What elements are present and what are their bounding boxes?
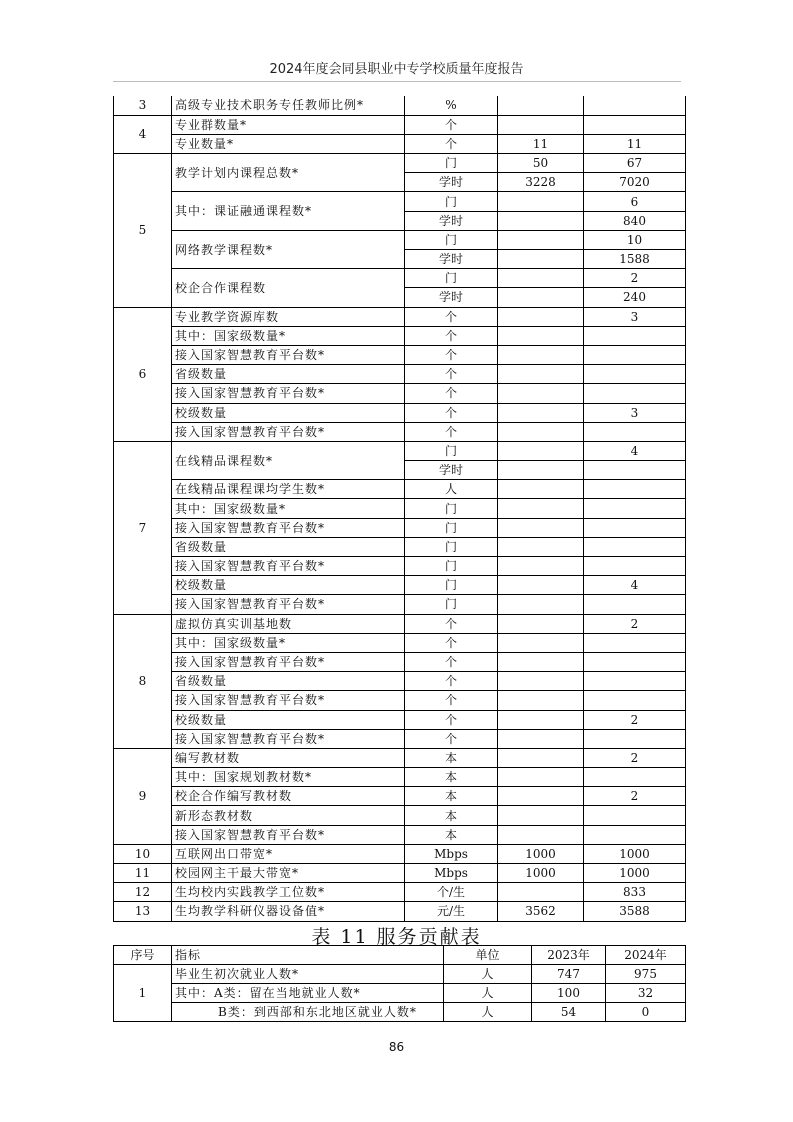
row-number: 8	[114, 614, 172, 748]
table-row	[114, 518, 686, 537]
row-number: 7	[114, 441, 172, 614]
value-2023-cell	[498, 480, 584, 499]
indicator-cell: 生均校内实践教学工位数*	[172, 883, 405, 902]
value-2024-cell: 1000	[584, 844, 686, 863]
value-2023-cell	[498, 288, 584, 307]
column-header-no: 序号	[114, 946, 172, 965]
value-2024-cell: 10	[584, 230, 686, 249]
value-2024-cell: 240	[584, 288, 686, 307]
table-row	[114, 134, 686, 153]
value-2024-cell	[584, 768, 686, 787]
indicator-cell: 教学计划内课程总数*	[172, 154, 405, 192]
unit-cell: 学时	[405, 250, 498, 269]
indicator-cell: 高级专业技术职务专任教师比例*	[172, 96, 405, 115]
value-2024-cell	[584, 806, 686, 825]
value-2023-cell	[498, 422, 584, 441]
table-row	[114, 984, 686, 1003]
value-2023-cell	[498, 96, 584, 115]
indicator-cell: 其中：A类：留在当地就业人数*	[172, 984, 444, 1003]
indicator-cell: 虚拟仿真实训基地数	[172, 614, 405, 633]
indicator-cell: 省级数量	[172, 672, 405, 691]
table-row	[114, 307, 686, 326]
unit-cell: 个	[405, 652, 498, 671]
table-row	[114, 768, 686, 787]
indicator-cell: 其中：国家规划教材数*	[172, 768, 405, 787]
value-2024-cell	[584, 518, 686, 537]
indicator-cell: 接入国家智慧教育平台数*	[172, 518, 405, 537]
table-row	[114, 576, 686, 595]
unit-cell: 门	[405, 595, 498, 614]
table-row	[114, 480, 686, 499]
value-2024-cell: 4	[584, 576, 686, 595]
value-2024-cell	[584, 633, 686, 652]
value-2023-cell	[498, 211, 584, 230]
value-2023-cell: 50	[498, 154, 584, 173]
unit-cell: 个	[405, 729, 498, 748]
column-header-indicator: 指标	[172, 946, 444, 965]
value-2023-cell	[498, 825, 584, 844]
indicator-cell: 专业数量*	[172, 134, 405, 153]
indicator-cell: 校企合作课程数	[172, 269, 405, 307]
value-2024-cell: 1588	[584, 250, 686, 269]
value-2024-cell: 2	[584, 269, 686, 288]
value-2023-cell	[498, 345, 584, 364]
indicator-cell: 新形态教材数	[172, 806, 405, 825]
unit-cell: 个	[405, 672, 498, 691]
table-row	[114, 192, 686, 211]
unit-cell: 个	[405, 365, 498, 384]
indicator-cell: 毕业生初次就业人数*	[172, 965, 444, 984]
indicator-cell: 校企合作编写教材数	[172, 787, 405, 806]
indicator-cell: 其中：国家级数量*	[172, 633, 405, 652]
unit-cell: 个/生	[405, 883, 498, 902]
indicator-cell: B类：到西部和东北地区就业人数*	[172, 1003, 444, 1022]
table-row	[114, 965, 686, 984]
value-2024-cell	[584, 825, 686, 844]
table-row	[114, 883, 686, 902]
value-2024-cell	[584, 729, 686, 748]
table-row	[114, 115, 686, 134]
unit-cell: 门	[405, 441, 498, 460]
table-row	[114, 633, 686, 652]
indicator-cell: 在线精品课程课均学生数*	[172, 480, 405, 499]
service-contribution-table	[113, 945, 686, 1022]
value-2023-cell	[498, 614, 584, 633]
value-2023-cell: 1000	[498, 864, 584, 883]
table-row	[114, 230, 686, 249]
row-number: 5	[114, 154, 172, 308]
unit-cell: 本	[405, 806, 498, 825]
indicator-cell: 接入国家智慧教育平台数*	[172, 345, 405, 364]
page-header-title: 2024年度会同县职业中专学校质量年度报告	[269, 62, 524, 77]
unit-cell: 门	[405, 499, 498, 518]
table-row	[114, 345, 686, 364]
value-2023-cell	[498, 307, 584, 326]
value-2024-cell	[584, 96, 686, 115]
value-2023-cell	[498, 576, 584, 595]
indicator-cell: 接入国家智慧教育平台数*	[172, 652, 405, 671]
value-2023-cell	[498, 787, 584, 806]
indicator-cell: 生均教学科研仪器设备值*	[172, 902, 405, 921]
table-row	[114, 902, 686, 921]
table-row	[114, 269, 686, 288]
indicator-cell: 专业教学资源库数	[172, 307, 405, 326]
table-row	[114, 652, 686, 671]
table-row	[114, 787, 686, 806]
value-2023-cell	[498, 518, 584, 537]
unit-cell: 个	[405, 403, 498, 422]
indicator-cell: 校园网主干最大带宽*	[172, 864, 405, 883]
value-2024-cell: 7020	[584, 173, 686, 192]
value-2024-cell	[584, 461, 686, 480]
value-2023-cell	[498, 768, 584, 787]
value-2024-cell: 67	[584, 154, 686, 173]
unit-cell: 人	[444, 1003, 532, 1022]
value-2024-cell	[584, 345, 686, 364]
value-2023-cell: 100	[532, 984, 606, 1003]
unit-cell: 本	[405, 748, 498, 767]
indicator-cell: 接入国家智慧教育平台数*	[172, 557, 405, 576]
value-2023-cell: 11	[498, 134, 584, 153]
value-2024-cell	[584, 384, 686, 403]
unit-cell: 人	[405, 480, 498, 499]
table-row	[114, 499, 686, 518]
row-number: 11	[114, 864, 172, 883]
unit-cell: 本	[405, 825, 498, 844]
indicator-cell: 接入国家智慧教育平台数*	[172, 825, 405, 844]
table-row	[114, 844, 686, 863]
value-2023-cell	[498, 365, 584, 384]
indicator-cell: 编写教材数	[172, 748, 405, 767]
value-2024-cell	[584, 691, 686, 710]
unit-cell: %	[405, 96, 498, 115]
value-2023-cell: 3562	[498, 902, 584, 921]
unit-cell: 元/生	[405, 902, 498, 921]
table-row	[114, 96, 686, 115]
row-number: 9	[114, 748, 172, 844]
unit-cell: 人	[444, 965, 532, 984]
table-row	[114, 403, 686, 422]
value-2024-cell: 2	[584, 710, 686, 729]
indicator-cell: 省级数量	[172, 365, 405, 384]
value-2023-cell	[498, 691, 584, 710]
row-number: 4	[114, 115, 172, 153]
table-row	[114, 691, 686, 710]
value-2023-cell	[498, 595, 584, 614]
unit-cell: 学时	[405, 288, 498, 307]
value-2023-cell: 1000	[498, 844, 584, 863]
row-number: 3	[114, 96, 172, 115]
value-2024-cell	[584, 365, 686, 384]
unit-cell: 个	[405, 633, 498, 652]
value-2024-cell	[584, 652, 686, 671]
unit-cell: 个	[405, 345, 498, 364]
table-row	[114, 441, 686, 460]
value-2024-cell: 3588	[584, 902, 686, 921]
unit-cell: 学时	[405, 461, 498, 480]
value-2023-cell	[498, 384, 584, 403]
row-number: 12	[114, 883, 172, 902]
unit-cell: 个	[405, 422, 498, 441]
indicator-cell: 接入国家智慧教育平台数*	[172, 384, 405, 403]
value-2024-cell: 32	[606, 984, 686, 1003]
table-row	[114, 422, 686, 441]
unit-cell: 个	[405, 326, 498, 345]
value-2023-cell	[498, 672, 584, 691]
unit-cell: Mbps	[405, 844, 498, 863]
unit-cell: 本	[405, 787, 498, 806]
value-2023-cell	[498, 192, 584, 211]
unit-cell: 学时	[405, 211, 498, 230]
indicator-cell: 网络教学课程数*	[172, 230, 405, 268]
value-2024-cell	[584, 115, 686, 134]
value-2023-cell	[498, 250, 584, 269]
indicator-cell: 在线精品课程数*	[172, 441, 405, 479]
value-2024-cell: 3	[584, 403, 686, 422]
table-row	[114, 154, 686, 173]
value-2023-cell	[498, 806, 584, 825]
unit-cell: 个	[405, 307, 498, 326]
indicator-table	[113, 96, 686, 922]
value-2024-cell: 11	[584, 134, 686, 153]
unit-cell: 门	[405, 557, 498, 576]
value-2024-cell	[584, 422, 686, 441]
unit-cell: 门	[405, 154, 498, 173]
indicator-cell: 接入国家智慧教育平台数*	[172, 729, 405, 748]
value-2024-cell: 2	[584, 787, 686, 806]
table-header-row	[114, 946, 686, 965]
unit-cell: 门	[405, 230, 498, 249]
unit-cell: 门	[405, 537, 498, 556]
value-2023-cell	[498, 729, 584, 748]
unit-cell: 学时	[405, 173, 498, 192]
table-row	[114, 326, 686, 345]
value-2023-cell: 54	[532, 1003, 606, 1022]
table-row	[114, 729, 686, 748]
value-2023-cell	[498, 461, 584, 480]
value-2023-cell	[498, 230, 584, 249]
value-2023-cell	[498, 499, 584, 518]
row-number: 13	[114, 902, 172, 921]
value-2023-cell: 747	[532, 965, 606, 984]
unit-cell: 个	[405, 614, 498, 633]
indicator-cell: 专业群数量*	[172, 115, 405, 134]
value-2023-cell	[498, 537, 584, 556]
indicator-cell: 其中：课证融通课程数*	[172, 192, 405, 230]
value-2024-cell	[584, 537, 686, 556]
table-row	[114, 537, 686, 556]
indicator-cell: 其中：国家级数量*	[172, 499, 405, 518]
value-2023-cell	[498, 441, 584, 460]
unit-cell: 门	[405, 192, 498, 211]
value-2024-cell: 840	[584, 211, 686, 230]
value-2024-cell	[584, 672, 686, 691]
value-2023-cell	[498, 326, 584, 345]
value-2024-cell: 2	[584, 614, 686, 633]
value-2024-cell: 4	[584, 441, 686, 460]
table-row	[114, 672, 686, 691]
indicator-cell: 接入国家智慧教育平台数*	[172, 595, 405, 614]
unit-cell: 门	[405, 576, 498, 595]
value-2024-cell	[584, 557, 686, 576]
indicator-cell: 互联网出口带宽*	[172, 844, 405, 863]
unit-cell: 门	[405, 518, 498, 537]
page-number: 86	[388, 1040, 405, 1054]
indicator-cell: 接入国家智慧教育平台数*	[172, 691, 405, 710]
indicator-cell: 校级数量	[172, 403, 405, 422]
indicator-cell: 省级数量	[172, 537, 405, 556]
table-11-title: 表 11 服务贡献表	[311, 926, 482, 948]
table-row	[114, 806, 686, 825]
row-number: 6	[114, 307, 172, 441]
table-row	[114, 864, 686, 883]
value-2024-cell: 975	[606, 965, 686, 984]
table-row	[114, 365, 686, 384]
row-number: 1	[114, 965, 172, 1022]
column-header-2024: 2024年	[606, 946, 686, 965]
table-row	[114, 748, 686, 767]
column-header-unit: 单位	[444, 946, 532, 965]
value-2024-cell	[584, 595, 686, 614]
unit-cell: 个	[405, 384, 498, 403]
value-2023-cell	[498, 557, 584, 576]
header-divider	[113, 81, 681, 82]
unit-cell: Mbps	[405, 864, 498, 883]
unit-cell: 本	[405, 768, 498, 787]
table-row	[114, 1003, 686, 1022]
unit-cell: 个	[405, 710, 498, 729]
value-2024-cell: 6	[584, 192, 686, 211]
value-2023-cell	[498, 633, 584, 652]
unit-cell: 个	[405, 134, 498, 153]
value-2024-cell: 2	[584, 748, 686, 767]
table-row	[114, 825, 686, 844]
value-2023-cell: 3228	[498, 173, 584, 192]
value-2024-cell: 833	[584, 883, 686, 902]
indicator-cell: 接入国家智慧教育平台数*	[172, 422, 405, 441]
table-row	[114, 614, 686, 633]
value-2023-cell	[498, 710, 584, 729]
value-2024-cell: 1000	[584, 864, 686, 883]
unit-cell: 个	[405, 691, 498, 710]
table-row	[114, 595, 686, 614]
unit-cell: 门	[405, 269, 498, 288]
value-2023-cell	[498, 115, 584, 134]
table-row	[114, 384, 686, 403]
row-number: 10	[114, 844, 172, 863]
unit-cell: 人	[444, 984, 532, 1003]
table-row	[114, 557, 686, 576]
value-2023-cell	[498, 883, 584, 902]
unit-cell: 个	[405, 115, 498, 134]
value-2023-cell	[498, 403, 584, 422]
value-2023-cell	[498, 748, 584, 767]
indicator-cell: 校级数量	[172, 710, 405, 729]
column-header-2023: 2023年	[532, 946, 606, 965]
value-2024-cell: 3	[584, 307, 686, 326]
indicator-cell: 校级数量	[172, 576, 405, 595]
value-2024-cell	[584, 499, 686, 518]
value-2024-cell: 0	[606, 1003, 686, 1022]
value-2024-cell	[584, 326, 686, 345]
value-2024-cell	[584, 480, 686, 499]
value-2023-cell	[498, 269, 584, 288]
table-row	[114, 710, 686, 729]
indicator-cell: 其中：国家级数量*	[172, 326, 405, 345]
value-2023-cell	[498, 652, 584, 671]
